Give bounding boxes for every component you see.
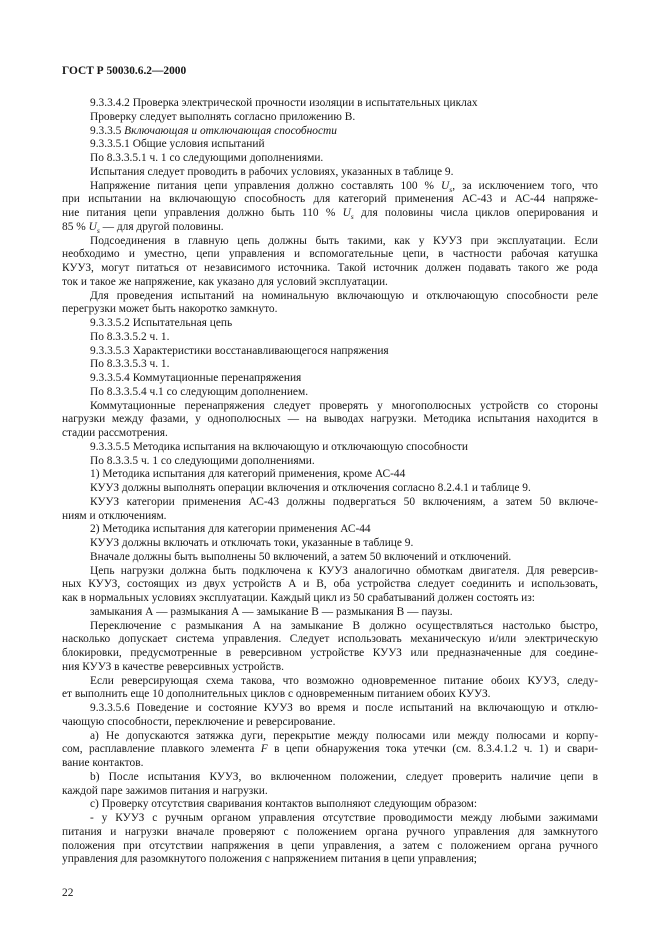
text-line: 1) Методика испытания для категорий применения, кроме АС-44 (90, 468, 406, 481)
text-line (62, 180, 598, 194)
text-line: ния КУУЗ в качестве реверсивных устройств. (62, 660, 284, 673)
clause-title: Включающая и отключающая способности (124, 124, 337, 137)
text-line: ток и такое же напряжение, как указано для условий эксплуатации. (62, 275, 388, 288)
text-line: Подсоединения в главную цепь должны быть такими, как у КУУЗ при эксплуатации. Если (90, 234, 598, 247)
text-line: Если реверсирующая схема такова, что возможно одновременное питание обоих КУУЗ, следу- (90, 674, 598, 687)
text-segment: — для другой половины. (99, 220, 224, 233)
clause-9-3-3-5-heading (62, 125, 598, 139)
text-line: 9.3.3.5.3 Характеристики восстанавливающегося напряжения (90, 344, 389, 357)
voltage-symbol: U (342, 207, 351, 219)
text-line: 2) Методика испытания для категории применения АС-44 (90, 523, 371, 536)
switching-overvoltage-paragraph (62, 400, 598, 441)
standard-designation: ГОСТ Р 50030.6.2—2000 (62, 65, 187, 77)
item-b-paragraph (62, 771, 598, 799)
procedure-1-operations-paragraph (62, 482, 598, 496)
procedure-1-ac43-paragraph (62, 496, 598, 524)
text-segment: ние питания цепи управления должно быть 110 % (62, 207, 343, 219)
text-line: КУУЗ категории применения АС-43 должны подвергаться 50 включениям, а затем 50 включе- (90, 495, 598, 508)
text-line: a) Не допускаются затяжка дуги, перекрытие между полюсами или между полюсами и корпу- (90, 729, 598, 742)
text-line: Для проведения испытаний на номинальную включающую и отключающую способности реле (90, 289, 598, 302)
text-line: при испытании на включающую способность для категорий применения АС-43 и АС-44 напряже- (62, 193, 598, 206)
page-number: 22 (62, 887, 74, 899)
text-line: Цепь нагрузки должна быть подключена к КУУЗ аналогично обмоткам двигателя. Для реверсив- (90, 564, 598, 577)
text-line: перегрузки может быть накоротко замкнуто. (62, 303, 278, 316)
text-segment: Напряжение питания цепи управления должно составлять 100 % (90, 179, 442, 192)
text-segment: 85 % (62, 220, 89, 233)
changeover-paragraph (62, 620, 598, 675)
voltage-subscript: s (96, 225, 100, 235)
text-line: b) После испытания КУУЗ, во включенном положении, следует проверить наличие цепи в (90, 770, 598, 783)
clause-9-3-3-5-3-reference (62, 358, 598, 372)
text-line: По 8.3.3.5.2 ч. 1. (90, 330, 170, 343)
clause-9-3-3-5-4-heading (62, 372, 598, 386)
page-body (62, 97, 598, 867)
clause-9-3-3-5-2-reference (62, 331, 598, 345)
fuse-element-symbol: F (260, 743, 268, 756)
voltage-symbol: U (441, 179, 450, 192)
text-line: Испытания следует проводить в рабочих условиях, указанных в таблице 9. (90, 165, 454, 178)
text-line: вание контактов. (62, 757, 144, 769)
text-line: КУУЗ, могут питаться от независимого источника. Такой источник должен подавать такого же рода (62, 262, 598, 274)
text-segment: сом, расплавление плавкого элемента (62, 743, 261, 756)
text-segment: в цепи обнаружения тока утечки (см. 8.3.4.1.2 ч. 1) и свари- (267, 743, 598, 756)
procedure-2-currents-paragraph (62, 537, 598, 551)
clause-9-3-3-4-2-heading (62, 97, 598, 111)
text-line: ниям и отключениям. (62, 509, 167, 522)
procedure-1-heading (62, 468, 598, 482)
text-line: По 8.3.3.5.3 ч. 1. (90, 358, 170, 371)
text-line: КУУЗ должны выполнять операции включения и отключения согласно 8.2.4.1 и таблице 9. (90, 482, 531, 494)
clause-9-3-3-5-4-reference (62, 386, 598, 400)
text-line: c) Проверку отсутствия сваривания контактов выполняют следующим образом: (90, 798, 477, 811)
item-a-paragraph (62, 730, 598, 771)
main-circuit-connections-paragraph (62, 235, 598, 290)
text-line (62, 207, 598, 221)
text-line: 9.3.3.5.5 Методика испытания на включающую и отключающую способности (90, 440, 468, 453)
clause-9-3-3-4-2-text (62, 111, 598, 125)
text-line (62, 221, 598, 235)
text-line: - у КУУЗ с ручным органом управления отсутствие проводимости между любыми зажимами (90, 812, 598, 824)
text-line: замыкания А — размыкания А — замыкание В — размыкания В — паузы. (90, 605, 453, 618)
reversing-scheme-paragraph (62, 675, 598, 703)
clause-9-3-3-5-5-heading (62, 441, 598, 455)
voltage-subscript: s (350, 212, 354, 221)
text-line: необходимо и уместно, цепи управления и вспомогательные цепи, в частности рабочая катушка (62, 248, 598, 261)
text-line (62, 743, 598, 757)
control-voltage-paragraph (62, 180, 598, 235)
text-line: По 8.3.3.5 ч. 1 со следующими дополнениями. (90, 454, 315, 467)
text-segment: для половины числа циклов оперирования и (353, 207, 598, 219)
overload-relay-paragraph (62, 290, 598, 318)
text-segment: , за исключением того, что (452, 179, 598, 192)
clause-9-3-3-5-5-reference (62, 455, 598, 469)
clause-9-3-3-5-2-heading (62, 317, 598, 331)
text-line: нагрузки между фазами, у однополюсных — на выводах нагрузки. Методика испытания находится в (62, 413, 598, 426)
text-line: 9.3.3.5.2 Испытательная цепь (90, 317, 233, 329)
text-line: ных КУУЗ, состоящих из двух устройств А и В, оба устройства следует соединить и использовать, (62, 578, 598, 591)
voltage-symbol: U (88, 220, 97, 233)
text-line: положения при отсутствии напряжения в цепи управления, а затем с положением органа ручного (62, 839, 598, 852)
procedure-2-sequence-paragraph (62, 551, 598, 565)
text-line: 9.3.3.5.4 Коммутационные перенапряжения (90, 372, 302, 384)
manual-actuator-check-paragraph (62, 812, 598, 867)
text-line: Коммутационные перенапряжения следует проверять у многополюсных устройств со стороны (90, 399, 598, 412)
text-line: По 8.3.3.5.4 ч.1 со следующим дополнением. (90, 385, 309, 398)
text-line: насколько допускает система управления. Следует использовать механическую и/или электрическую (62, 633, 598, 646)
clause-9-3-3-5-6-heading (62, 702, 598, 730)
text-line: стадии рассмотрения. (62, 427, 168, 439)
text-line (62, 125, 598, 139)
test-conditions-paragraph (62, 166, 598, 180)
text-line: управления для разомкнутого положения с напряжением питания в цепи управления; (62, 853, 477, 866)
load-circuit-paragraph (62, 565, 598, 606)
clause-number: 9.3.3.5 (90, 124, 125, 137)
text-line: как в нормальных условиях эксплуатации. Каждый цикл из 50 срабатываний должен состоять из: (62, 592, 535, 604)
text-line: КУУЗ должны включать и отключать токи, указанные в таблице 9. (90, 537, 414, 549)
text-line: Переключение с размыкания А на замыкание В должно осуществляться настолько быстро, (90, 619, 598, 632)
text-line: блокировки, предусмотренные в реверсивном устройстве КУУЗ или предназначенные для соедине- (62, 647, 598, 659)
clause-9-3-3-5-3-heading (62, 345, 598, 359)
text-line: ет выполнить еще 10 дополнительных циклов с одновременным питанием обоих КУУЗ. (62, 688, 491, 701)
text-line: чающую способности, переключение и реверсирование. (62, 715, 336, 728)
text-line: 9.3.3.5.1 Общие условия испытаний (90, 138, 265, 151)
text-line: питания и нагрузки вначале проверяют с положением органа ручного управления для замкнутого (62, 825, 598, 838)
clause-9-3-3-5-1-heading (62, 138, 598, 152)
text-line: Вначале должны быть выполнены 50 включений, а затем 50 включений и отключений. (90, 550, 512, 563)
text-line: каждой паре зажимов питания и нагрузки. (62, 784, 268, 797)
voltage-subscript: s (449, 184, 453, 194)
operating-cycle-paragraph (62, 606, 598, 620)
text-line: Проверку следует выполнять согласно приложению В. (90, 110, 356, 123)
item-c-paragraph (62, 798, 598, 812)
text-line: 9.3.3.4.2 Проверка электрической прочности изоляции в испытательных циклах (90, 97, 478, 109)
procedure-2-heading (62, 523, 598, 537)
clause-9-3-3-5-1-reference (62, 152, 598, 166)
text-line: 9.3.3.5.6 Поведение и состояние КУУЗ во время и после испытаний на включающую и отклю- (90, 702, 598, 714)
text-line: По 8.3.3.5.1 ч. 1 со следующими дополнениями. (90, 152, 324, 164)
